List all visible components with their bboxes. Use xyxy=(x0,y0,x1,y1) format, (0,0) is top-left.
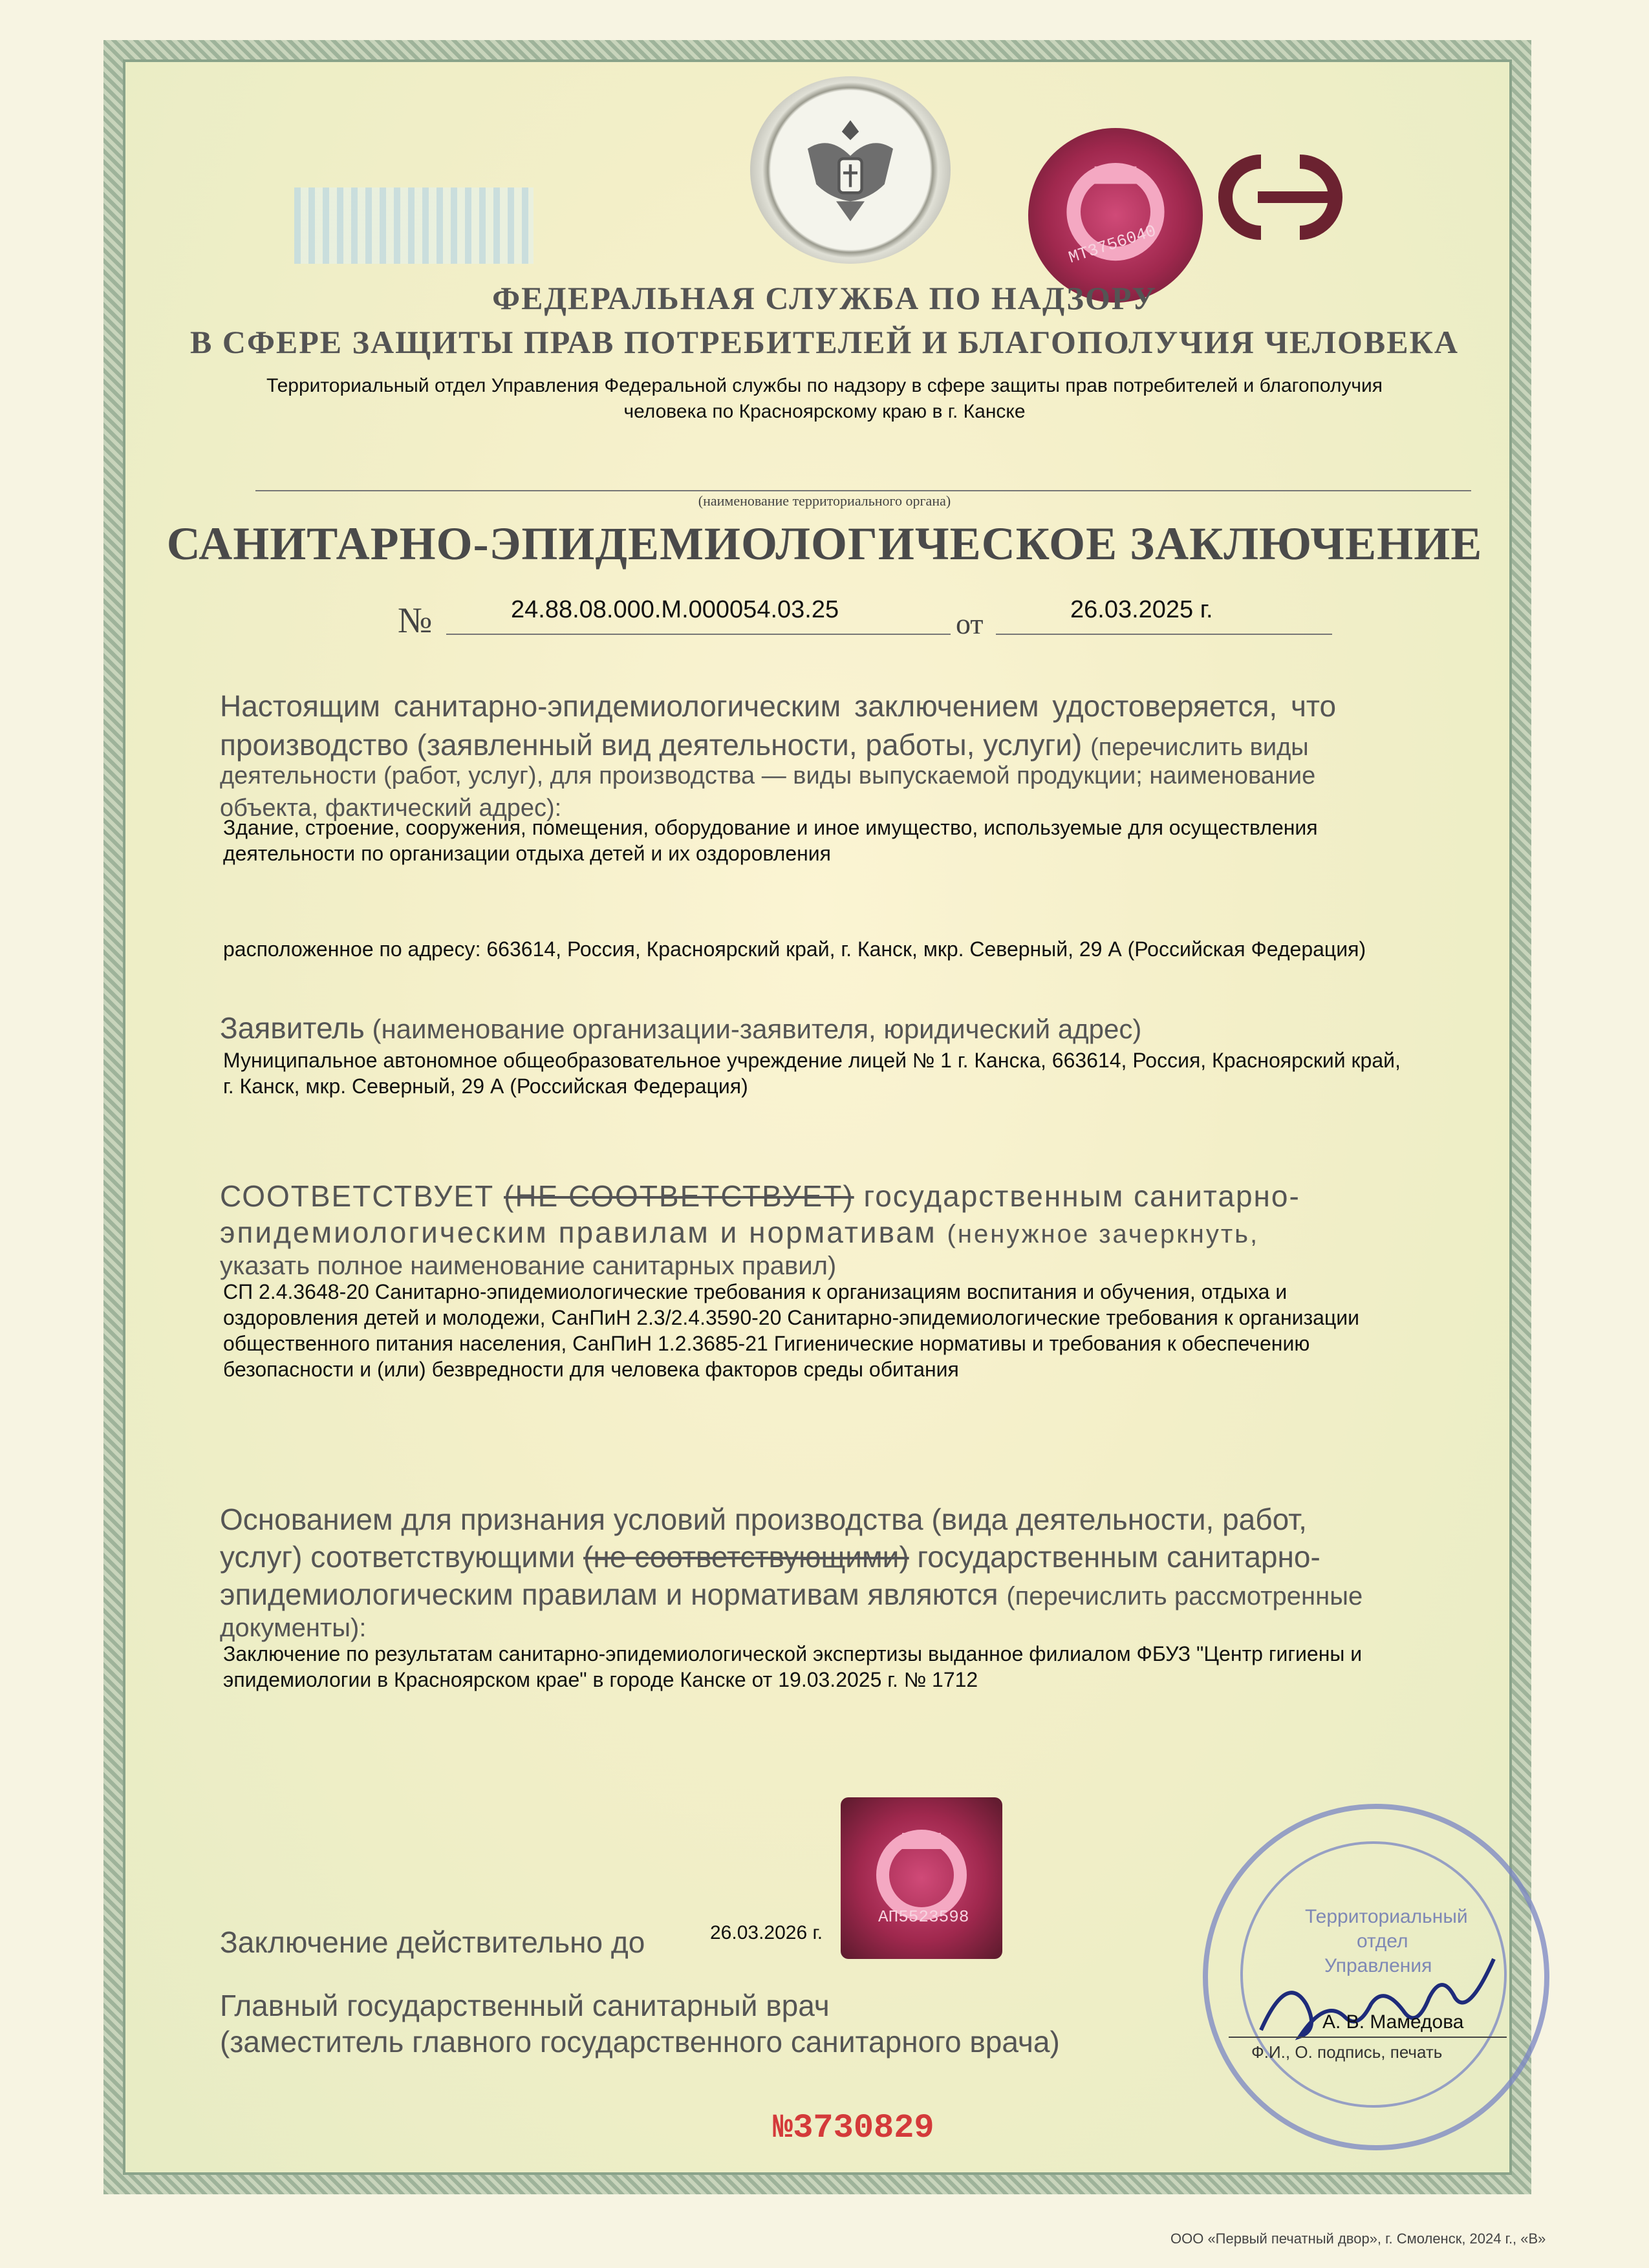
eagle-icon xyxy=(779,99,921,241)
compliance-struck: (НЕ СООТВЕТСТВУЕТ) xyxy=(504,1179,854,1213)
serial-number: №3730829 xyxy=(773,2109,934,2147)
hologram-top xyxy=(1028,128,1203,303)
hologram-bottom-code: АП5523598 xyxy=(878,1907,969,1927)
org-caption: (наименование территориального органа) xyxy=(698,493,951,509)
rospotrebnadzor-emblem xyxy=(750,76,951,264)
applicant-line2: г. Канск, мкр. Северный, 29 А (Российская Федерация) xyxy=(223,1075,748,1098)
agency-name-line2: В СФЕРЕ ЗАЩИТЫ ПРАВ ПОТРЕБИТЕЛЕЙ И БЛАГОПОЛУЧИЯ ЧЕЛОВЕКА xyxy=(190,324,1459,360)
basis-line1: Основанием для признания условий производства (вида деятельности, работ, xyxy=(220,1503,1307,1536)
date-underline xyxy=(996,634,1332,635)
compliance-rules: эпидемиологическим правилам и нормативам xyxy=(220,1215,937,1249)
compliance-hint: (ненужное зачеркнуть, xyxy=(947,1220,1260,1248)
object-description-line2: деятельности по организации отдыха детей и их оздоровления xyxy=(223,842,831,865)
se-conformity-logo-icon xyxy=(1209,149,1358,246)
applicant-label: Заявитель xyxy=(220,1011,365,1045)
hologram-bottom xyxy=(841,1797,1002,1959)
signer-caption: Ф.И., О. подпись, печать xyxy=(1251,2042,1443,2062)
object-description-line1: Здание, строение, сооружения, помещения, оборудование и иное имущество, используемые для осуществления xyxy=(223,816,1318,839)
security-watermark-stripe xyxy=(294,187,534,264)
org-underline xyxy=(255,490,1471,491)
hologram-bottom-mark-icon xyxy=(841,1797,1002,1959)
certificate-date: 26.03.2025 г. xyxy=(1070,596,1213,623)
stamp-center-line1: Территориальный xyxy=(1305,1906,1468,1927)
agency-name-line1: ФЕДЕРАЛЬНАЯ СЛУЖБА ПО НАДЗОРУ xyxy=(492,280,1157,316)
basis-line3 xyxy=(220,1574,1363,1617)
basis-line2 xyxy=(220,1536,1320,1578)
printer-imprint: ООО «Первый печатный двор», г. Смоленск, 2024 г., «В» xyxy=(1170,2231,1546,2247)
hologram-mark-icon xyxy=(1028,128,1203,303)
document-title: САНИТАРНО-ЭПИДЕМИОЛОГИЧЕСКОЕ ЗАКЛЮЧЕНИЕ xyxy=(166,518,1483,570)
territorial-org-line2: человека по Красноярскому краю в г. Канске xyxy=(623,401,1026,422)
intro-line3: деятельности (работ, услуг), для производства — виды выпускаемой продукции; наименование xyxy=(220,762,1316,789)
basis-line3-hint: (перечислить рассмотренные xyxy=(1006,1582,1363,1610)
basis-line2-b: государственным санитарно- xyxy=(917,1540,1320,1574)
applicant-line1: Муниципальное автономное общеобразовательное учреждение лицей № 1 г. Канска, 663614, Россия, Красноярский край, xyxy=(223,1049,1401,1072)
rules-line1: СП 2.4.3648-20 Санитарно-эпидемиологические требования к организациям воспитания и обучения, отдыха и xyxy=(223,1280,1288,1303)
rules-line4: безопасности и (или) безвредности для человека факторов среды обитания xyxy=(223,1358,959,1381)
basis-line4: документы): xyxy=(220,1614,367,1642)
compliance-word: СООТВЕТСТВУЕТ xyxy=(220,1179,495,1213)
validity-date: 26.03.2026 г. xyxy=(710,1922,823,1943)
number-label: № xyxy=(398,601,433,641)
intro-line2-hint: (перечислить виды xyxy=(1090,734,1309,761)
intro-line1: Настоящим санитарно-эпидемиологическим заключением удостоверяется, что xyxy=(220,689,1337,723)
stamp-center-line3: Управления xyxy=(1324,1955,1432,1976)
applicant-hint: (наименование организации-заявителя, юридический адрес) xyxy=(372,1014,1142,1044)
basis-line2-struck: (не соответствующими) xyxy=(583,1540,909,1574)
basis-document-line2: эпидемиологии в Красноярском крае" в городе Канске от 19.03.2025 г. № 1712 xyxy=(223,1668,978,1691)
intro-line2-main: производство (заявленный вид деятельности, работы, услуги) xyxy=(220,728,1083,762)
intro-line4: объекта, фактический адрес): xyxy=(220,795,562,822)
compliance-line1 xyxy=(220,1175,1300,1217)
object-address: расположенное по адресу: 663614, Россия, Красноярский край, г. Канск, мкр. Северный, 29 А (Российская Федерация) xyxy=(223,937,1366,961)
certificate-number: 24.88.08.000.М.000054.03.25 xyxy=(511,596,839,623)
hologram-top-code: МТ3756040 xyxy=(1066,221,1159,268)
basis-line3-a: эпидемиологическим правилам и нормативам являются xyxy=(220,1578,998,1611)
compliance-line3: указать полное наименование санитарных правил) xyxy=(220,1252,837,1280)
basis-line2-a: услуг) соответствующими xyxy=(220,1540,576,1574)
territorial-org-line1: Территориальный отдел Управления Федеральной службы по надзору в сфере защиты прав потребителей и благополучия xyxy=(266,375,1383,396)
date-label: от xyxy=(956,607,984,640)
stamp-center-line2: отдел xyxy=(1357,1931,1408,1952)
signer-name: А. В. Мамедова xyxy=(1322,2011,1464,2033)
validity-label: Заключение действительно до xyxy=(220,1925,645,1959)
signer-title-line2: (заместитель главного государственного санитарного врача) xyxy=(220,2025,1060,2059)
rules-line3: общественного питания населения, СанПиН 1.2.3685-21 Гигиенические нормативы и требования к обеспечению xyxy=(223,1332,1310,1355)
number-underline xyxy=(446,634,951,635)
applicant-heading xyxy=(220,1007,1141,1050)
basis-document-line1: Заключение по результатам санитарно-эпидемиологической экспертизы выданное филиалом ФБУЗ "Центр гигиены и xyxy=(223,1642,1363,1665)
compliance-rest: государственным санитарно- xyxy=(863,1179,1300,1213)
rules-line2: оздоровления детей и молодежи, СанПиН 2.3/2.4.3590-20 Санитарно-эпидемиологические требования к организации xyxy=(223,1306,1360,1329)
signer-title-line1: Главный государственный санитарный врач xyxy=(220,1989,830,2022)
